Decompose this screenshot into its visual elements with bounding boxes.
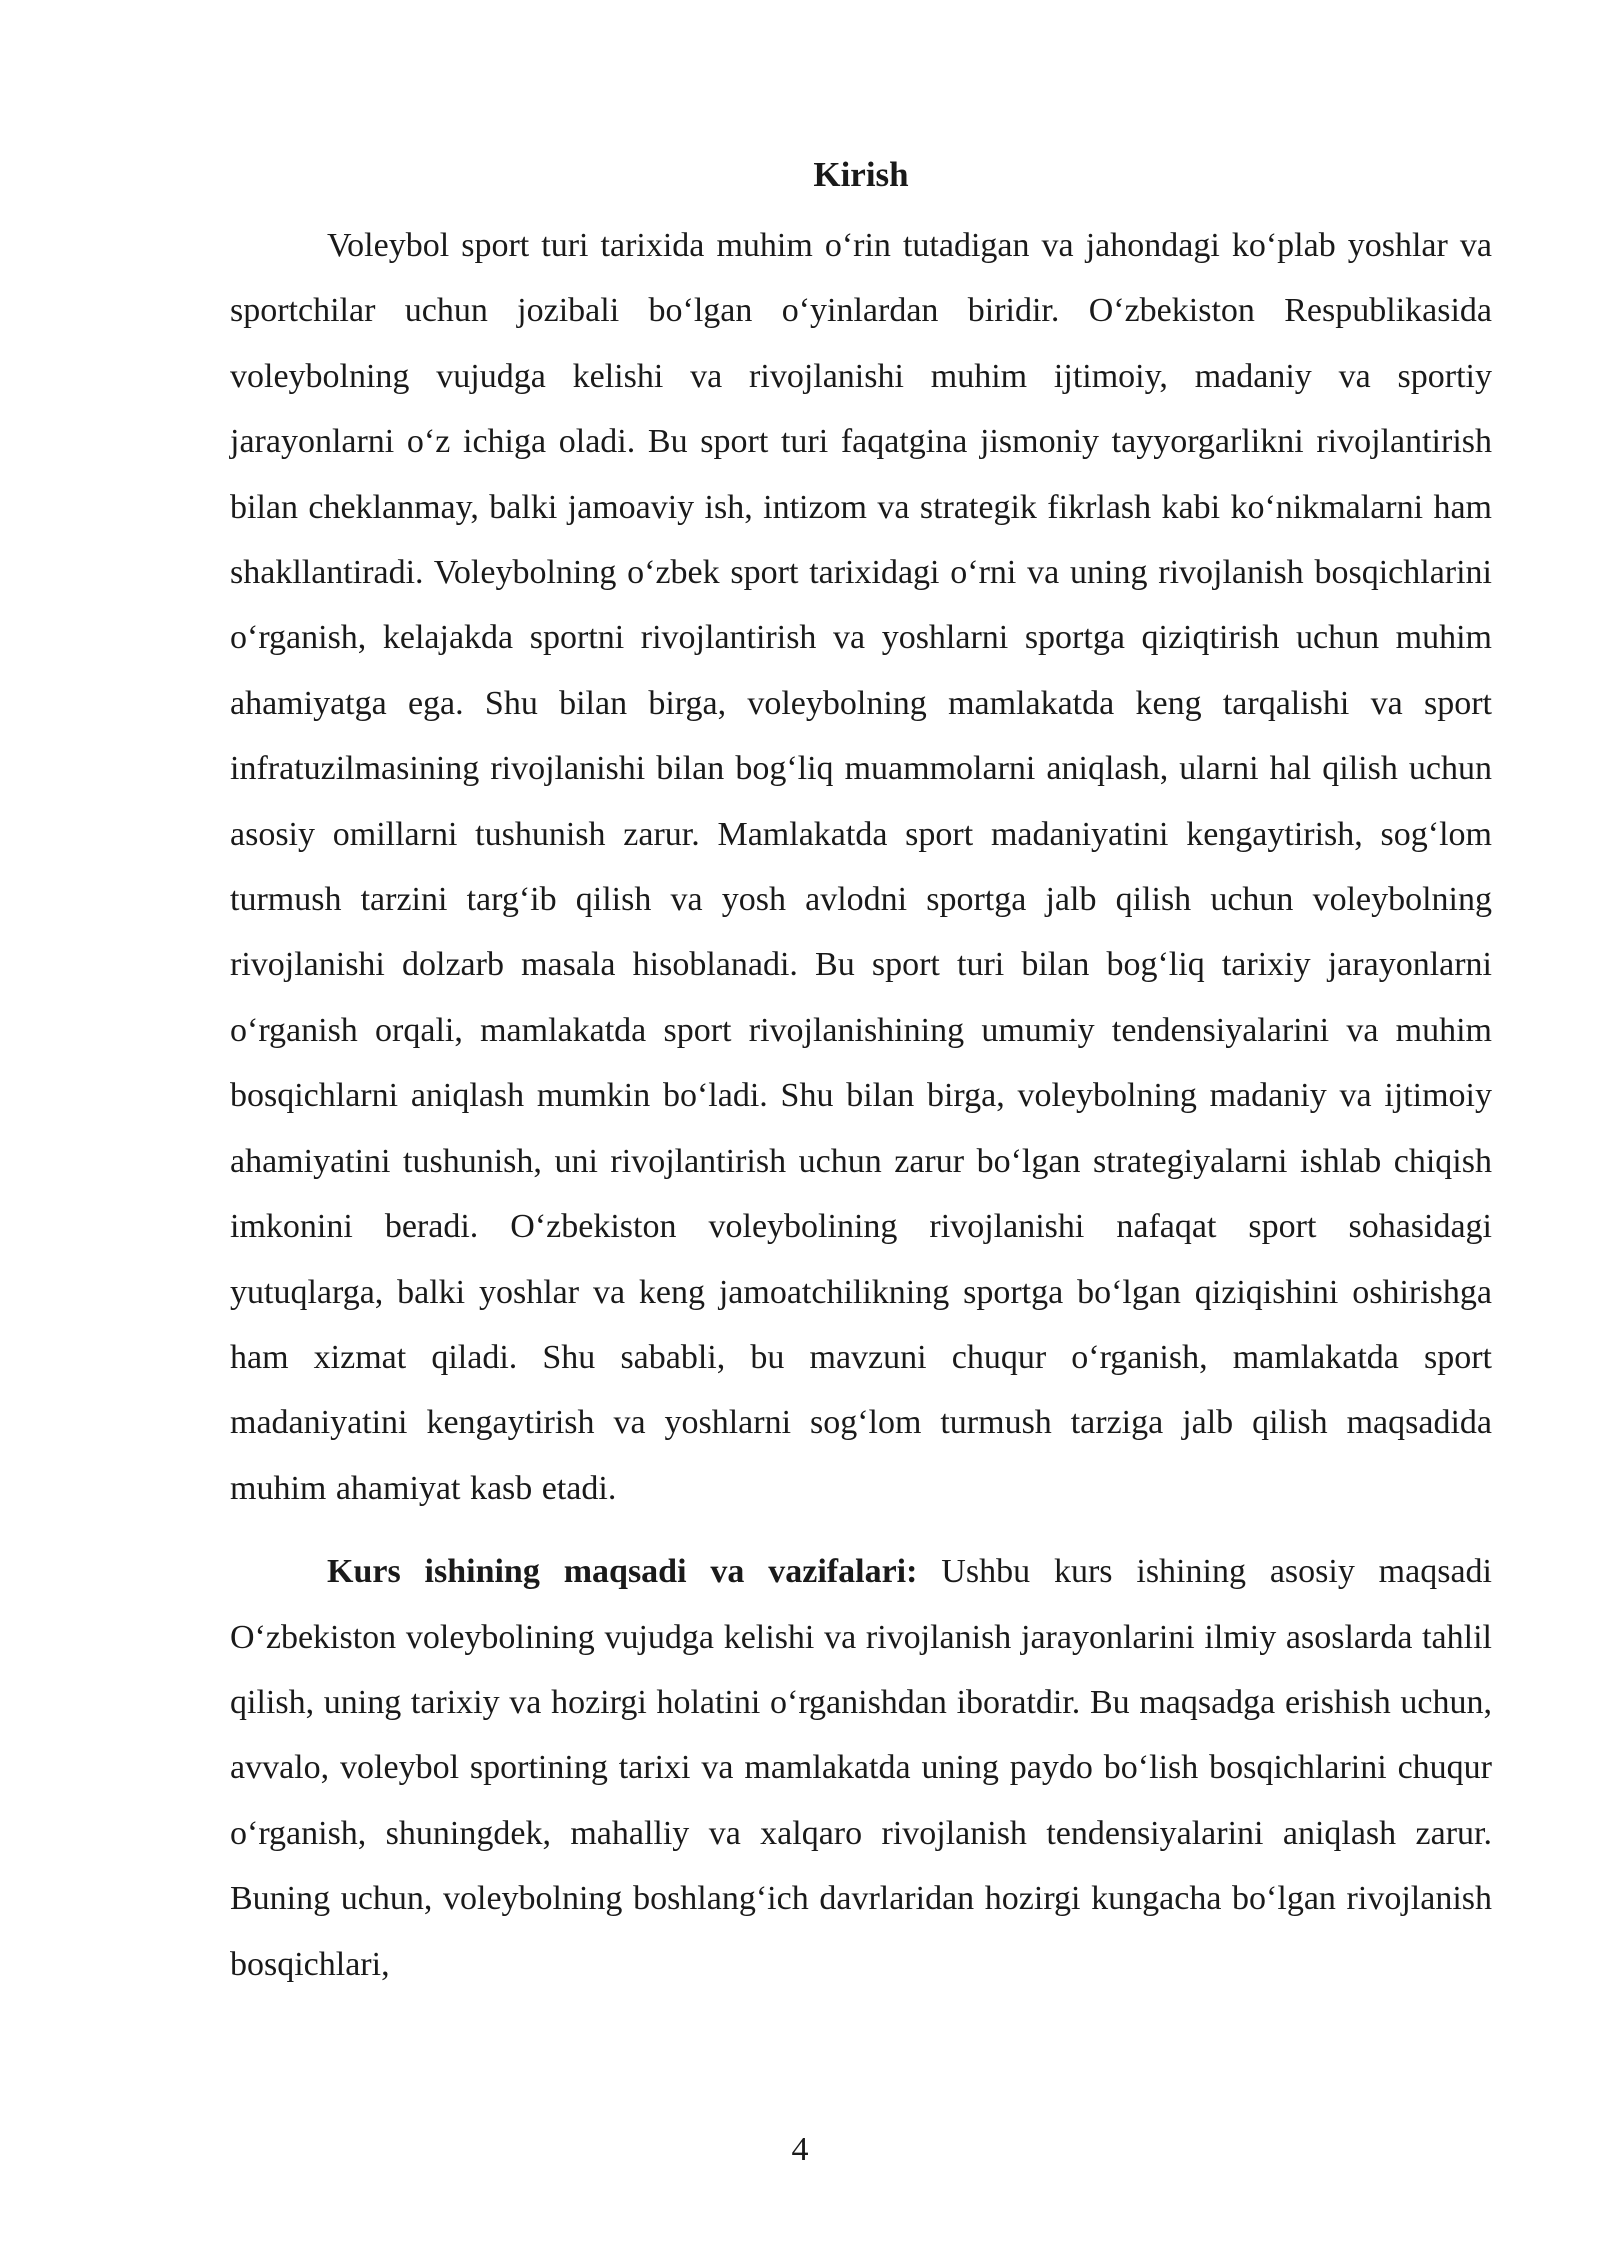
objectives-body-text: Ushbu kurs ishining asosiy maqsadi O‘zbekiston voleybolining vujudga kelishi va rivojlanish jarayonlarini ilmiy asoslarda tahlil qilish, uning tarixiy va hozirgi holatini o‘rganishdan iboratdir. Bu maqsadga erishish uchun, avvalo, voleybol sportining tarixi va mamlakatda uning paydo bo‘lish bosqichlarini chuqur o‘rganish, shuningdek, mahalliy va xalqaro rivojlanish tendensiyalarini aniqlash zarur. Buning uchun, voleybolning boshlang‘ich davrlaridan hozirgi kungacha bo‘lgan rivojlanish bosqichlari, xyxy=(230,1553,1492,1983)
objectives-lead-label: Kurs ishining maqsadi va vazifalari: xyxy=(327,1553,918,1591)
document-page xyxy=(230,148,1492,1997)
introduction-paragraph: Voleybol sport turi tarixida muhim o‘rin tutadigan va jahondagi ko‘plab yoshlar va sportchilar uchun jozibali bo‘lgan o‘yinlardan biridir. O‘zbekiston Respublikasida voleybolning vujudga kelishi va rivojlanishi muhim ijtimoiy, madaniy va sportiy jarayonlarni o‘z ichiga oladi. Bu sport turi faqatgina jismoniy tayyorgarlikni rivojlantirish bilan cheklanmay, balki jamoaviy ish, intizom va strategik fikrlash kabi ko‘nikmalarni ham shakllantiradi. Voleybolning o‘zbek sport tarixidagi o‘rni va uning rivojlanish bosqichlarini o‘rganish, kelajakda sportni rivojlantirish va yoshlarni sportga qiziqtirish uchun muhim ahamiyatga ega. Shu bilan birga, voleybolning mamlakatda keng tarqalishi va sport infratuzilmasining rivojlanishi bilan bog‘liq muammolarni aniqlash, ularni hal qilish uchun asosiy omillarni tushunish zarur. Mamlakatda sport madaniyatini kengaytirish, sog‘lom turmush tarzini targ‘ib qilish va yosh avlodni sportga jalb qilish uchun voleybolning rivojlanishi dolzarb masala hisoblanadi. Bu sport turi bilan bog‘liq tarixiy jarayonlarni o‘rganish orqali, mamlakatda sport rivojlanishining umumiy tendensiyalarini va muhim bosqichlarni aniqlash mumkin bo‘ladi. Shu bilan birga, voleybolning madaniy va ijtimoiy ahamiyatini tushunish, uni rivojlantirish uchun zarur bo‘lgan strategiyalarni ishlab chiqish imkonini beradi. O‘zbekiston voleybolining rivojlanishi nafaqat sport sohasidagi yutuqlarga, balki yoshlar va keng jamoatchilikning sportga bo‘lgan qiziqishini oshirishga ham xizmat qiladi. Shu sababli, bu mavzuni chuqur o‘rganish, mamlakatda sport madaniyatini kengaytirish va yoshlarni sog‘lom turmush tarziga jalb qilish maqsadida muhim ahamiyat kasb etadi. xyxy=(230,227,1492,1507)
objectives-paragraph xyxy=(230,1539,1492,1997)
page-number: 4 xyxy=(791,2131,809,2168)
section-heading: Kirish xyxy=(813,155,909,194)
